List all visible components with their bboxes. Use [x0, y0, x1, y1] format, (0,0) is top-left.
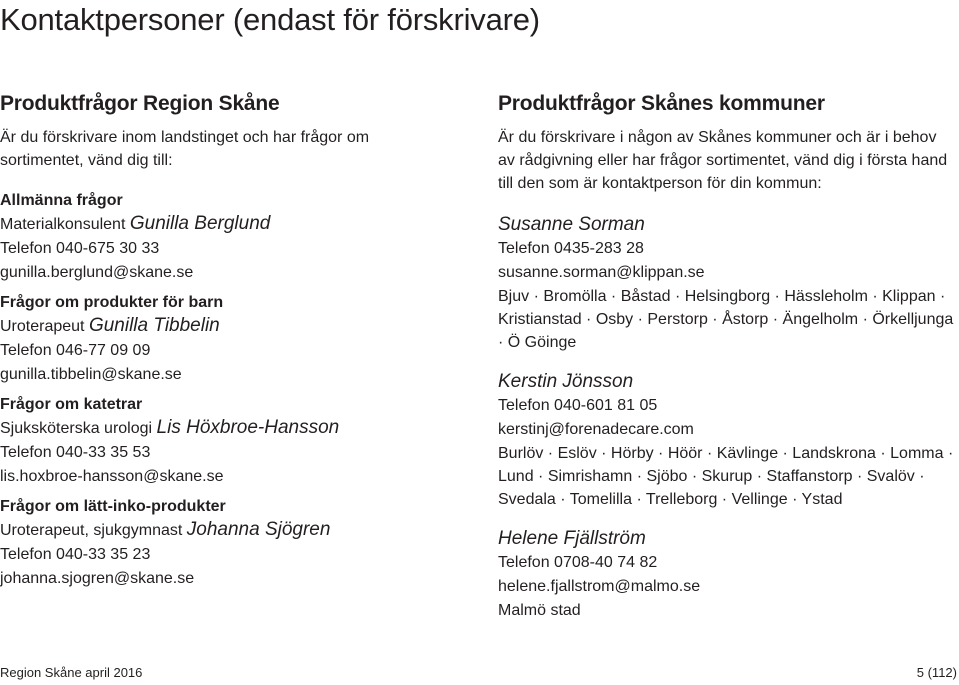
contact-email[interactable]: gunilla.berglund@skane.se — [0, 264, 194, 281]
municipality-heading: Produktfrågor Skånes kommuner — [498, 92, 825, 115]
municipality-list: Malmö stad — [498, 602, 581, 619]
contact-email[interactable]: helene.fjallstrom@malmo.se — [498, 578, 701, 595]
contact-role: Uroterapeut, sjukgymnast — [0, 522, 183, 539]
contact-phone: Telefon 040-33 35 23 — [0, 546, 151, 563]
municipality-column — [498, 92, 958, 638]
contact-name: Kerstin Jönsson — [498, 371, 634, 392]
region-heading: Produktfrågor Region Skåne — [0, 92, 280, 115]
section-heading: Allmänna frågor — [0, 192, 123, 209]
contact-name: Lis Höxbroe-Hansson — [156, 417, 340, 438]
contact-phone: Telefon 0708-40 74 82 — [498, 554, 658, 571]
contact-email[interactable]: kerstinj@forenadecare.com — [498, 421, 694, 438]
contact-phone: Telefon 040-33 35 53 — [0, 444, 151, 461]
contact-section-catheters — [0, 394, 460, 489]
contact-name: Susanne Sorman — [498, 214, 645, 235]
contact-name: Gunilla Berglund — [129, 213, 271, 234]
contact-name: Johanna Sjögren — [186, 519, 331, 540]
contact-email[interactable]: johanna.sjogren@skane.se — [0, 570, 195, 587]
contact-role: Sjuksköterska urologi — [0, 420, 153, 437]
contact-role-line — [0, 314, 460, 339]
contact-section-general — [0, 190, 460, 285]
contact-phone: Telefon 046-77 09 09 — [0, 342, 151, 359]
contact-email[interactable]: lis.hoxbroe-hansson@skane.se — [0, 468, 224, 485]
contact-role-line — [0, 416, 460, 441]
footer-publication: Region Skåne april 2016 — [0, 665, 143, 680]
section-heading: Frågor om lätt-inko-produkter — [0, 498, 226, 515]
contact-name: Gunilla Tibbelin — [88, 315, 220, 336]
region-column — [0, 92, 460, 598]
municipality-intro: Är du förskrivare i någon av Skånes kommuner och är i behov av rådgivning eller har frågor sortimentet, vänd dig i första hand till den som är kontaktperson för din kommun: — [498, 129, 948, 192]
page-title: Kontaktpersoner (endast för förskrivare) — [0, 2, 540, 37]
municipality-list: Burlöv · Eslöv · Hörby · Höör · Kävlinge · Landskrona · Lomma · Lund · Simrishamn · Sjöbo · Skurup · Staffanstorp · Svalöv · Svedala · Tomelilla · Trelleborg · Vellinge · Ystad — [498, 445, 954, 508]
contact-role-line — [0, 518, 460, 543]
region-intro: Är du förskrivare inom landstinget och har frågor om sortimentet, vänd dig till: — [0, 129, 370, 169]
section-heading: Frågor om produkter för barn — [0, 294, 224, 311]
municipal-contact — [498, 213, 958, 354]
contact-phone: Telefon 0435-283 28 — [498, 240, 644, 257]
contact-phone: Telefon 040-675 30 33 — [0, 240, 160, 257]
footer-page-number: 5 (112) — [916, 665, 957, 680]
contact-role: Uroterapeut — [0, 318, 85, 335]
contact-phone: Telefon 040-601 81 05 — [498, 397, 658, 414]
contact-name: Helene Fjällström — [498, 528, 646, 549]
municipal-contact — [498, 370, 958, 511]
municipality-list: Bjuv · Bromölla · Båstad · Helsingborg · Hässleholm · Klippan · Kristianstad · Osby · Perstorp · Åstorp · Ängelholm · Örkelljunga · Ö Göinge — [498, 288, 954, 351]
contact-role-line — [0, 212, 460, 237]
contact-role: Materialkonsulent — [0, 216, 126, 233]
contact-section-children — [0, 292, 460, 387]
contact-section-light-inco — [0, 496, 460, 591]
contact-email[interactable]: susanne.sorman@klippan.se — [498, 264, 705, 281]
contact-email[interactable]: gunilla.tibbelin@skane.se — [0, 366, 182, 383]
municipal-contact — [498, 527, 958, 622]
section-heading: Frågor om katetrar — [0, 396, 143, 413]
